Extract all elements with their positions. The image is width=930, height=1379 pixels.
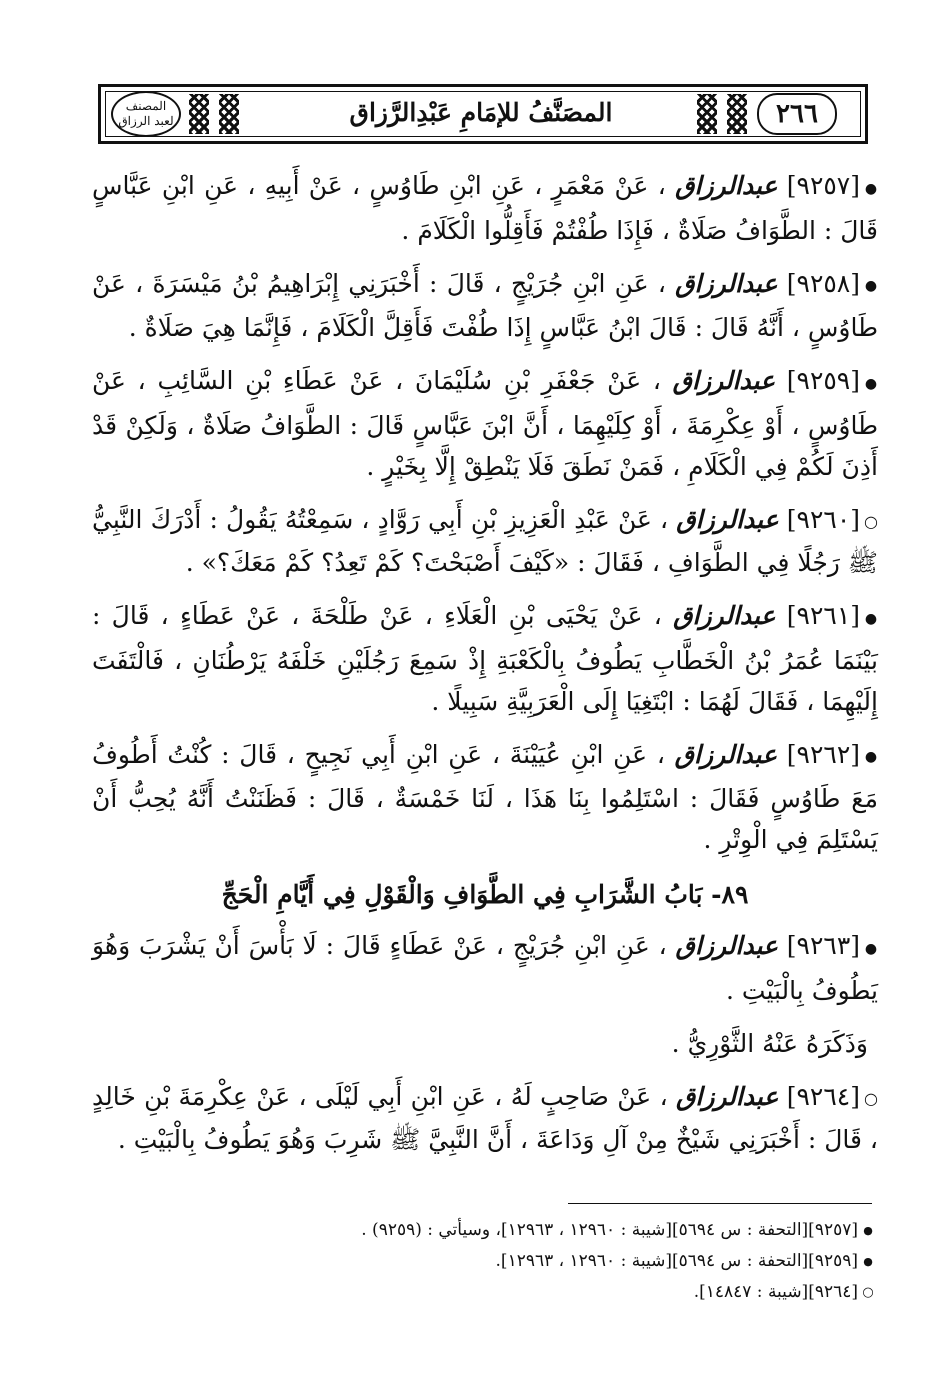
bullet-icon: [864, 500, 878, 542]
bullet-icon: [862, 1277, 874, 1308]
entry-number: [٩٢٥٨]: [786, 268, 860, 298]
hadith-entry: [92, 263, 878, 349]
entry-text: ، عَنِ ابْنِ جُرَيْجٍ ، عَنْ عَطَاءٍ قَالَ : لَا بَأْسَ أَنْ يَشْرَبَ وَهُوَ يَطُوفُ بِالْبَيْتِ .: [92, 931, 878, 1005]
footnote-divider: [568, 1203, 872, 1204]
entry-author: عبدالرزاق: [676, 1081, 779, 1111]
logo-line-1: المصنف: [125, 99, 167, 113]
logo-line-2: لعبد الرزاق: [118, 114, 174, 128]
entry-text: ، عَنْ صَاحِبٍ لَهُ ، عَنِ ابْنِ أَبِي لَيْلَى ، عَنْ عِكْرِمَةَ بْنِ خَالِدٍ ، قَالَ : أَخْبَرَنِي شَيْخٌ مِنْ آلِ وَدَاعَةَ ، أَنَّ النَّبِيَّ ﷺ شَرِبَ وَهُوَ يَطُوفُ بِالْبَيْتِ .: [92, 1081, 878, 1154]
entry-number: [٩٢٥٩]: [786, 366, 860, 395]
entry-number: [٩٢٦٣]: [786, 931, 861, 960]
footnote-text: [٩٢٥٩][التحفة : س ٥٦٩٤][شيبة : ١٢٩٦٠ ، ١٢٩٦٣].: [495, 1251, 858, 1271]
footnote: [300, 1246, 874, 1277]
note-text: وَذَكَرَهُ عَنْهُ الثَّوْرِيُّ .: [671, 1028, 868, 1058]
entry-number: [٩٢٦١]: [786, 601, 861, 630]
entry-number: [٩٢٥٧]: [786, 171, 860, 200]
bullet-icon: [864, 1077, 878, 1119]
bullet-icon: [864, 166, 878, 210]
ornament-icon: [697, 94, 717, 134]
bullet-icon: [864, 361, 878, 405]
bullet-icon: [864, 734, 878, 778]
entry-author: عبدالرزاق: [673, 601, 776, 630]
footnote: [300, 1277, 874, 1308]
note-line: [92, 1023, 878, 1064]
footnote-text: [٩٢٥٧][التحفة : س ٥٦٩٤][شيبة : ١٢٩٦٠ ، ١٢٩٦٣]، وسيأتي : (٩٢٥٩) .: [361, 1220, 858, 1240]
footnotes: [300, 1215, 874, 1308]
bullet-icon: [864, 596, 878, 640]
main-text: [92, 165, 878, 1172]
bullet-icon: [862, 1246, 874, 1277]
hadith-entry: [92, 165, 878, 251]
entry-text: ، عَنْ مَعْمَرٍ ، عَنِ ابْنِ طَاوُسٍ ، عَنْ أَبِيهِ ، عَنِ ابْنِ عَبَّاسٍ قَالَ : الطَّوَافُ صَلَاةٌ ، فَإِذَا طُفْتُمْ فَأَقِلُّوا الْكَلَامَ .: [92, 171, 878, 245]
hadith-entry: [92, 499, 878, 584]
bullet-icon: [864, 263, 878, 307]
entry-number: [٩٢٦٢]: [786, 739, 861, 769]
entry-author: عبدالرزاق: [675, 268, 778, 298]
entry-author: عبدالرزاق: [675, 171, 778, 200]
entry-number: [٩٢٦٤]: [786, 1081, 860, 1111]
hadith-entry: [92, 734, 878, 861]
entry-author: عبدالرزاق: [675, 931, 778, 960]
hadith-entry: [92, 925, 878, 1011]
entry-text: ، عَنْ يَحْيَى بْنِ الْعَلَاءِ ، عَنْ طَلْحَةَ ، عَنْ عَطَاءٍ ، قَالَ : بَيْنَمَا عُمَرُ بْنُ الْخَطَّابِ يَطُوفُ بِالْكَعْبَةِ إِذْ سَمِعَ رَجُلَيْنِ خَلْفَهُ يَرْطُنَانِ ، فَالْتَفَتَ إِلَيْهِمَا ، فَقَالَ لَهُمَا : ابْتَغِيَا إِلَى الْعَرَبِيَّةِ سَبِيلًا .: [92, 601, 878, 716]
entry-author: عبدالرزاق: [672, 366, 776, 395]
entry-author: عبدالرزاق: [676, 504, 779, 534]
entry-author: عبدالرزاق: [674, 739, 778, 769]
entry-text: ، عَنِ ابْنِ عُيَيْنَةَ ، عَنِ ابْنِ أَبِي نَجِيحٍ ، قَالَ : كُنْتُ أَطُوفُ مَعَ طَاوُسٍ فَقَالَ : اسْتَلِمُوا بِنَا هَذَا ، لَنَا خَمْسَةٌ ، قَالَ : فَظَنَنْتُ أَنَّهُ يُحِبُّ أَنْ يَسْتَلِمَ فِي الْوِتْرِ .: [92, 739, 878, 854]
entry-number: [٩٢٦٠]: [786, 504, 861, 534]
hadith-entry: [92, 595, 878, 722]
footnote-text: [٩٢٦٤][شيبة : ١٤٨٤٧].: [693, 1282, 858, 1302]
running-title: المصَنَّفُ للإمَامِ عَبْدِالرَّزاق: [349, 98, 613, 127]
page-header: [98, 84, 868, 144]
bullet-icon: [862, 1215, 874, 1246]
hadith-entry: [92, 1076, 878, 1161]
entry-text: ، عَنِ ابْنِ جُرَيْجٍ ، قَالَ : أَخْبَرَنِي إِبْرَاهِيمُ بْنُ مَيْسَرَةَ ، عَنْ طَاوُسٍ ، أَنَّهُ قَالَ : قَالَ ابْنُ عَبَّاسٍ إِذَا طُفْتَ فَأَقِلَّ الْكَلَامَ ، فَإِنَّمَا هِيَ صَلَاةٌ .: [92, 268, 878, 342]
bullet-icon: [864, 926, 878, 970]
book-logo-icon: [111, 91, 181, 137]
entry-text: ، عَنْ عَبْدِ الْعَزِيزِ بْنِ أَبِي رَوَّادٍ ، سَمِعْتُهُ يَقُولُ : أَدْرَكَ النَّبِيُّ ﷺ رَجُلًا فِي الطَّوَافِ ، فَقَالَ : «كَيْفَ أَصْبَحْتَ؟ كَمْ تَعِدُ؟ كَمْ مَعَكَ؟» .: [92, 504, 878, 577]
section-heading: ٨٩- بَابُ الشَّرَابِ فِي الطَّوَافِ وَالْقَوْلِ فِي أَيَّامِ الْحَجِّ: [221, 880, 749, 909]
footnote: [300, 1215, 874, 1246]
page-number: ٢٦٦: [757, 93, 837, 135]
hadith-entry: [92, 360, 878, 487]
ornament-icon: [189, 94, 209, 134]
entry-text: ، عَنْ جَعْفَرِ بْنِ سُلَيْمَانَ ، عَنْ عَطَاءِ بْنِ السَّائِبِ ، عَنْ طَاوُسٍ ، أَوْ عِكْرِمَةَ ، أَوْ كِلَيْهِمَا ، أَنَّ ابْنَ عَبَّاسٍ قَالَ : الطَّوَافُ صَلَاةٌ ، وَلَكِنْ قَدْ أَذِنَ لَكُمْ فِي الْكَلَامِ ، فَمَنْ نَطَقَ فَلَا يَنْطِقْ إِلَّا بِخَيْرٍ .: [92, 366, 878, 481]
ornament-icon: [727, 94, 747, 134]
ornament-icon: [219, 94, 239, 134]
